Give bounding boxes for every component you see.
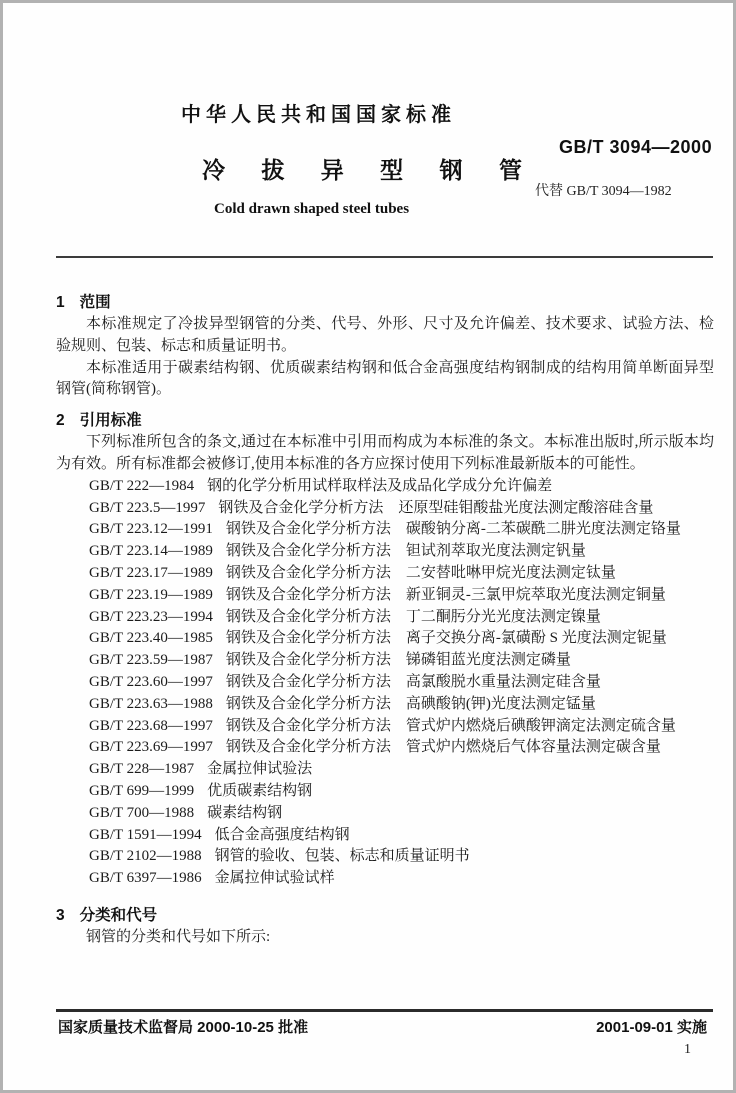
standard-code: GB/T 223.63—1988 (89, 695, 213, 712)
standard-code: GB/T 2102—1988 (89, 848, 202, 865)
section-references (56, 410, 714, 890)
section-scope-heading (56, 292, 714, 314)
referenced-standard-item (89, 476, 714, 498)
standard-title: 钢铁及合金化学分析方法 离子交换分离-氯磺酚 S 光度法测定铌量 (225, 630, 667, 647)
document-title-en: Cold drawn shaped steel tubes (214, 201, 410, 217)
referenced-standard-item (89, 585, 714, 607)
standard-code: GB/T 223.69—1997 (89, 739, 213, 756)
standard-code: GB/T 700—1988 (89, 804, 195, 821)
section-title: 范围 (79, 294, 111, 311)
referenced-standard-item (89, 716, 714, 738)
section-references-heading (56, 410, 714, 432)
scope-paragraph-1: 本标准规定了冷拔异型钢管的分类、代号、外形、尺寸及允许偏差、技术要求、试验方法、检验规则、包装、标志和质量证明书。 (56, 316, 714, 354)
referenced-standard-item (89, 541, 714, 563)
standard-title: 钢铁及合金化学分析方法 新亚铜灵-三氯甲烷萃取光度法测定铜量 (225, 586, 666, 603)
standard-title: 钢铁及合金化学分析方法 碳酸钠分离-二苯碳酰二肼光度法测定铬量 (225, 521, 681, 538)
section-classification-heading (56, 905, 714, 927)
standard-title: 钢铁及合金化学分析方法 管式炉内燃烧后气体容量法测定碳含量 (225, 739, 661, 756)
referenced-standard-item (89, 737, 714, 759)
standard-code: GB/T 223.12—1991 (89, 521, 213, 538)
standard-title: 钢铁及合金化学分析方法 二安替吡啉甲烷光度法测定钛量 (225, 564, 616, 581)
standard-code: GB/T 223.40—1985 (89, 630, 213, 647)
referenced-standards-list (56, 476, 714, 890)
standard-code: GB/T 223.59—1987 (89, 652, 213, 669)
referenced-standard-item (89, 519, 714, 541)
page-number: 1 (684, 1042, 691, 1057)
footer-divider (56, 1009, 713, 1012)
standard-title: 钢铁及合金化学分析方法 还原型硅钼酸盐光度法测定酸溶硅含量 (218, 499, 654, 516)
referenced-standard-item (89, 868, 714, 890)
referenced-standard-item (89, 803, 714, 825)
standard-title: 优质碳素结构钢 (207, 782, 313, 799)
referenced-standard-item (89, 650, 714, 672)
section-scope (56, 292, 714, 401)
standard-code: GB/T 223.60—1997 (89, 673, 213, 690)
referenced-standard-item (89, 781, 714, 803)
references-intro: 下列标准所包含的条文,通过在本标准中引用而构成为本标准的条文。本标准出版时,所示版本均为有效。所有标准都会被修订,使用本标准的各方应探讨使用下列标准最新版本的可能性。 (56, 434, 714, 472)
referenced-standard-item (89, 563, 714, 585)
standard-title: 钢铁及合金化学分析方法 锑磷钼蓝光度法测定磷量 (225, 652, 571, 669)
classification-paragraph: 钢管的分类和代号如下所示: (86, 928, 271, 945)
standard-title: 钢铁及合金化学分析方法 钽试剂萃取光度法测定钒量 (225, 543, 586, 560)
referenced-standard-item (89, 607, 714, 629)
standard-title: 金属拉伸试验试样 (214, 870, 335, 887)
standard-code: GB/T 228—1987 (89, 761, 195, 778)
section-number: 2 (56, 412, 65, 430)
referenced-standard-item (89, 825, 714, 847)
standard-title: 钢管的验收、包装、标志和质量证明书 (214, 848, 470, 865)
standard-code: GB/T 223.5—1997 (89, 499, 206, 516)
referenced-standard-item (89, 694, 714, 716)
standard-title: 钢铁及合金化学分析方法 管式炉内燃烧后碘酸钾滴定法测定硫含量 (225, 717, 676, 734)
header-divider (56, 256, 713, 258)
standard-code: GB/T 1591—1994 (89, 826, 202, 843)
standard-code: GB/T 223.23—1994 (89, 608, 213, 625)
document-body (56, 292, 714, 949)
referenced-standard-item (89, 628, 714, 650)
referenced-standard-item (89, 759, 714, 781)
section-number: 3 (56, 906, 65, 924)
approval-text: 国家质量技术监督局 2000-10-25 批准 (58, 1019, 309, 1036)
document-title-cn: 冷 拔 异 型 钢 管 (202, 157, 537, 183)
section-title: 引用标准 (79, 412, 142, 430)
standard-title: 碳素结构钢 (207, 804, 283, 821)
section-title: 分类和代号 (79, 906, 158, 924)
implementation-text: 2001-09-01 实施 (596, 1019, 707, 1036)
scope-paragraph-2: 本标准适用于碳素结构钢、优质碳素结构钢和低合金高强度结构钢制成的结构用简单断面异型钢管(简称钢管)。 (56, 359, 714, 398)
standard-code: GB/T 223.14—1989 (89, 543, 213, 560)
standard-code: GB/T 222—1984 (89, 477, 195, 494)
referenced-standard-item (89, 498, 714, 520)
standard-code: GB/T 223.68—1997 (89, 717, 213, 734)
standard-code: GB/T 223.17—1989 (89, 564, 213, 581)
standard-number: GB/T 3094—2000 (559, 137, 713, 157)
standard-code: GB/T 223.19—1989 (89, 586, 213, 603)
standard-title: 钢铁及合金化学分析方法 丁二酮肟分光光度法测定镍量 (225, 608, 601, 625)
standard-title: 金属拉伸试验法 (207, 761, 313, 778)
section-number: 1 (56, 294, 65, 311)
referenced-standard-item (89, 672, 714, 694)
standard-code: GB/T 699—1999 (89, 782, 195, 799)
standard-title: 钢的化学分析用试样取样法及成品化学成分允许偏差 (207, 477, 553, 494)
standard-title: 低合金高强度结构钢 (214, 826, 350, 843)
referenced-standard-item (89, 846, 714, 868)
section-classification (56, 905, 714, 949)
national-standard-label: 中华人民共和国国家标准 (181, 104, 456, 126)
standard-code: GB/T 6397—1986 (89, 870, 202, 887)
standard-title: 钢铁及合金化学分析方法 高碘酸钠(钾)光度法测定锰量 (225, 695, 596, 712)
standard-title: 钢铁及合金化学分析方法 高氯酸脱水重量法测定硅含量 (225, 673, 601, 690)
replaces-note: 代替 GB/T 3094—1982 (535, 184, 672, 199)
